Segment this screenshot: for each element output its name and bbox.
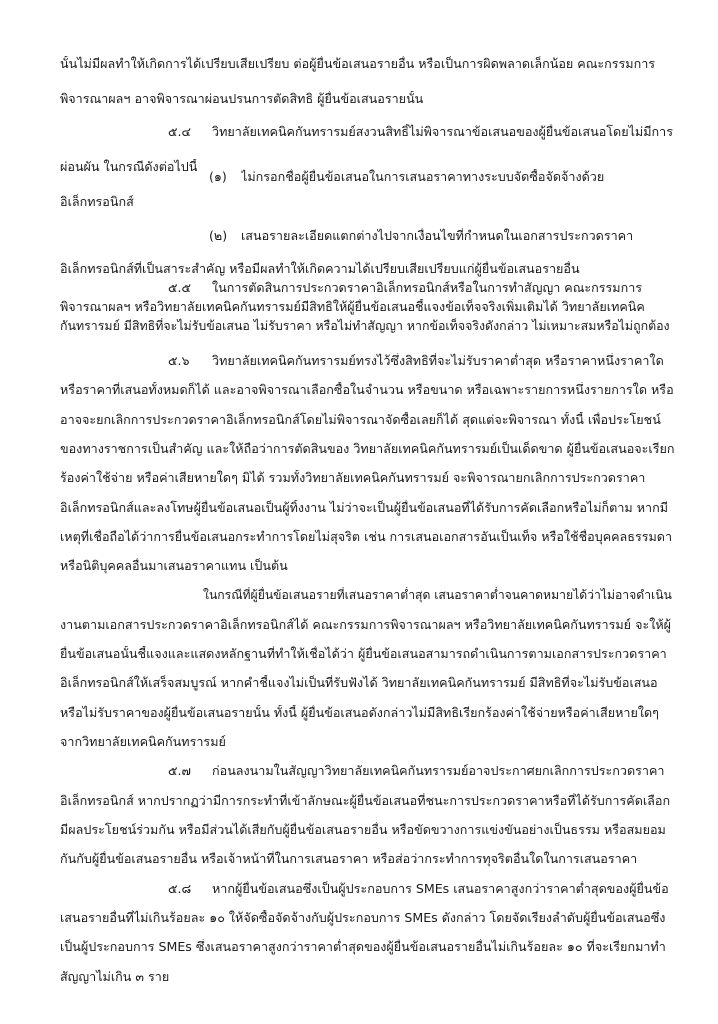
section-5-8-line-4: สัญญาไม่เกิน ๓ ราย [60, 969, 170, 984]
section-5-7-line-4: กันกับผู้ยื่นข้อเสนอรายอื่น หรือเจ้าหน้าที่ในการเสนอราคา หรือส่อว่ากระทำการทุจริตอื่นใดในการเสนอราคา [60, 851, 638, 866]
section-5-6-line-6: อิเล็กทรอนิกส์และลงโทษผู้ยื่นข้อเสนอเป็นผู้ทิ้งงาน ไม่ว่าจะเป็นผู้ยื่นข้อเสนอที่ได้รับการคัดเลือกหรือไม่ก็ตาม หากมี [60, 500, 668, 515]
section-5-4-line-2: ผ่อนผัน ในกรณีดังต่อไปนี้ [60, 159, 198, 174]
section-5-6-para-2-line-1: ในกรณีที่ผู้ยื่นข้อเสนอรายที่เสนอราคาต่ำสุด เสนอราคาต่ำจนคาดหมายได้ว่าไม่อาจดำเนิน [203, 588, 672, 602]
section-5-6-para-2-line-3: ยื่นข้อเสนอนั้นชี้แจงและแสดงหลักฐานที่ทำให้เชื่อได้ว่า ผู้ยื่นข้อเสนอสามารถดำเนินการตามเอกสารประกวดราคา [60, 646, 667, 661]
section-5-5-line-3: กันทรารมย์ มีสิทธิที่จะไม่รับข้อเสนอ ไม่รับราคา หรือไม่ทำสัญญา หากข้อเท็จจริงดังกล่าว ไม่เหมาะสมหรือไม่ถูกต้อง [60, 318, 670, 333]
section-5-4-item-2-number: (๒) [209, 228, 228, 243]
section-5-5-number: ๕.๕ [168, 280, 192, 295]
section-5-7-number: ๕.๗ [168, 763, 192, 778]
section-5-6-number: ๕.๖ [168, 353, 190, 368]
section-5-6-line-5: ร้องค่าใช้จ่าย หรือค่าเสียหายใดๆ มิได้ รวมทั้งวิทยาลัยเทคนิคกันทรารมย์ จะพิจารณายกเลิกการประกวดราคา [60, 470, 646, 485]
intro-line-1: นั้นไม่มีผลทำให้เกิดการได้เปรียบเสียเปรียบ ต่อผู้ยื่นข้อเสนอรายอื่น หรือเป็นการผิดพลาดเล็กน้อย คณะกรรมการ [60, 56, 656, 71]
section-5-6-line-8: หรือนิติบุคคลอื่นมาเสนอราคาแทน เป็นต้น [60, 558, 288, 573]
section-5-8-line-2: เสนอรายอื่นที่ไม่เกินร้อยละ ๑๐ ให้จัดซื้อจัดจ้างกับผู้ประกอบการ SMEs ดังกล่าว โดยจัดเรียงลำดับผู้ยื่นข้อเสนอซึ่ง [60, 910, 666, 925]
section-5-4-item-1-line-2: อิเล็กทรอนิกส์ [60, 194, 134, 209]
section-5-8-number: ๕.๘ [168, 881, 192, 896]
section-5-6-line-1: วิทยาลัยเทคนิคกันทรารมย์ทรงไว้ซึ่งสิทธิที่จะไม่รับราคาต่ำสุด หรือราคาหนึ่งราคาใด [212, 353, 664, 368]
section-5-6-para-2-line-6: จากวิทยาลัยเทคนิคกันทรารมย์ [60, 734, 226, 749]
section-5-5-line-1: ในการตัดสินการประกวดราคาอิเล็กทรอนิกส์หรือในการทำสัญญา คณะกรรมการ [212, 280, 643, 295]
section-5-8-line-3: เป็นผู้ประกอบการ SMEs ซึ่งเสนอราคาสูงกว่าราคาต่ำสุดของผู้ยื่นข้อเสนอรายอื่นไม่เกินร้อยละ ๑๐ ที่จะเรียกมาทำ [60, 939, 666, 954]
section-5-4-number: ๕.๔ [168, 124, 192, 139]
section-5-6-line-2: หรือราคาที่เสนอทั้งหมดก็ได้ และอาจพิจารณาเลือกซื้อในจำนวน หรือขนาด หรือเฉพาะรายการหนึ่งรายการใด หรือ [60, 382, 674, 397]
section-5-6-line-4: ของทางราชการเป็นสำคัญ และให้ถือว่าการตัดสินของ วิทยาลัยเทคนิคกันทรารมย์เป็นเด็ดขาด ผู้ยื่นข้อเสนอจะเรียก [60, 441, 675, 456]
section-5-6-para-2-line-4: อิเล็กทรอนิกส์ให้เสร็จสมบูรณ์ หากคำชี้แจงไม่เป็นที่รับฟังได้ วิทยาลัยเทคนิคกันทรารมย์ มีสิทธิที่จะไม่รับข้อเสนอ [60, 675, 658, 690]
intro-line-2: พิจารณาผลฯ อาจพิจารณาผ่อนปรนการตัดสิทธิ ผู้ยื่นข้อเสนอรายนั้น [60, 91, 424, 106]
section-5-6-para-2-line-2: งานตามเอกสารประกวดราคาอิเล็กทรอนิกส์ได้ คณะกรรมการพิจารณาผลฯ หรือวิทยาลัยเทคนิคกันทรารมย์ จะให้ผู้ [60, 617, 672, 632]
section-5-7-line-2: อิเล็กทรอนิกส์ หากปรากฏว่ามีการกระทำที่เข้าลักษณะผู้ยื่นข้อเสนอที่ชนะการประกวดราคาหรือที่ได้รับการคัดเลือก [60, 793, 671, 808]
section-5-5-line-2: พิจารณาผลฯ หรือวิทยาลัยเทคนิคกันทรารมย์มีสิทธิให้ผู้ยื่นข้อเสนอชี้แจงข้อเท็จจริงเพิ่มเติมได้ วิทยาลัยเทคนิค [60, 299, 645, 314]
section-5-7-line-1: ก่อนลงนามในสัญญาวิทยาลัยเทคนิคกันทรารมย์อาจประกาศยกเลิกการประกวดราคา [212, 763, 665, 778]
section-5-4-item-1-number: (๑) [209, 169, 227, 184]
section-5-4-item-2-line-2: อิเล็กทรอนิกส์ที่เป็นสาระสำคัญ หรือมีผลทำให้เกิดความได้เปรียบเสียเปรียบแก่ผู้ยื่นข้อเสนอรายอื่น [60, 261, 580, 276]
section-5-4-item-2-line-1: เสนอรายละเอียดแตกต่างไปจากเงื่อนไขที่กำหนดในเอกสารประกวดราคา [241, 228, 634, 243]
section-5-6-para-2-line-5: หรือไม่รับราคาของผู้ยื่นข้อเสนอรายนั้น ทั้งนี้ ผู้ยื่นข้อเสนอดังกล่าวไม่มีสิทธิเรียกร้องค่าใช้จ่ายหรือค่าเสียหายใดๆ [60, 705, 659, 720]
section-5-7-line-3: มีผลประโยชน์ร่วมกัน หรือมีส่วนได้เสียกับผู้ยื่นข้อเสนอรายอื่น หรือขัดขวางการแข่งขันอย่างเป็นธรรม หรือสมยอม [60, 822, 666, 837]
section-5-4-item-1-line-1: ไม่กรอกชื่อผู้ยื่นข้อเสนอในการเสนอราคาทางระบบจัดซื้อจัดจ้างด้วย [241, 169, 605, 184]
section-5-6-line-7: เหตุที่เชื่อถือได้ว่าการยื่นข้อเสนอกระทำการโดยไม่สุจริต เช่น การเสนอเอกสารอันเป็นเท็จ หรือใช้ชื่อบุคคลธรรมดา [60, 529, 673, 544]
section-5-6-line-3: อาจจะยกเลิกการประกวดราคาอิเล็กทรอนิกส์โดยไม่พิจารณาจัดซื้อเลยก็ได้ สุดแต่จะพิจารณา ทั้งนี้ เพื่อประโยชน์ [60, 412, 661, 427]
section-5-4-line-1: วิทยาลัยเทคนิคกันทรารมย์สงวนสิทธิ์ไม่พิจารณาข้อเสนอของผู้ยื่นข้อเสนอโดยไม่มีการ [212, 124, 673, 139]
section-5-8-line-1: หากผู้ยื่นข้อเสนอซึ่งเป็นผู้ประกอบการ SMEs เสนอราคาสูงกว่าราคาต่ำสุดของผู้ยื่นข้อ [212, 881, 669, 896]
